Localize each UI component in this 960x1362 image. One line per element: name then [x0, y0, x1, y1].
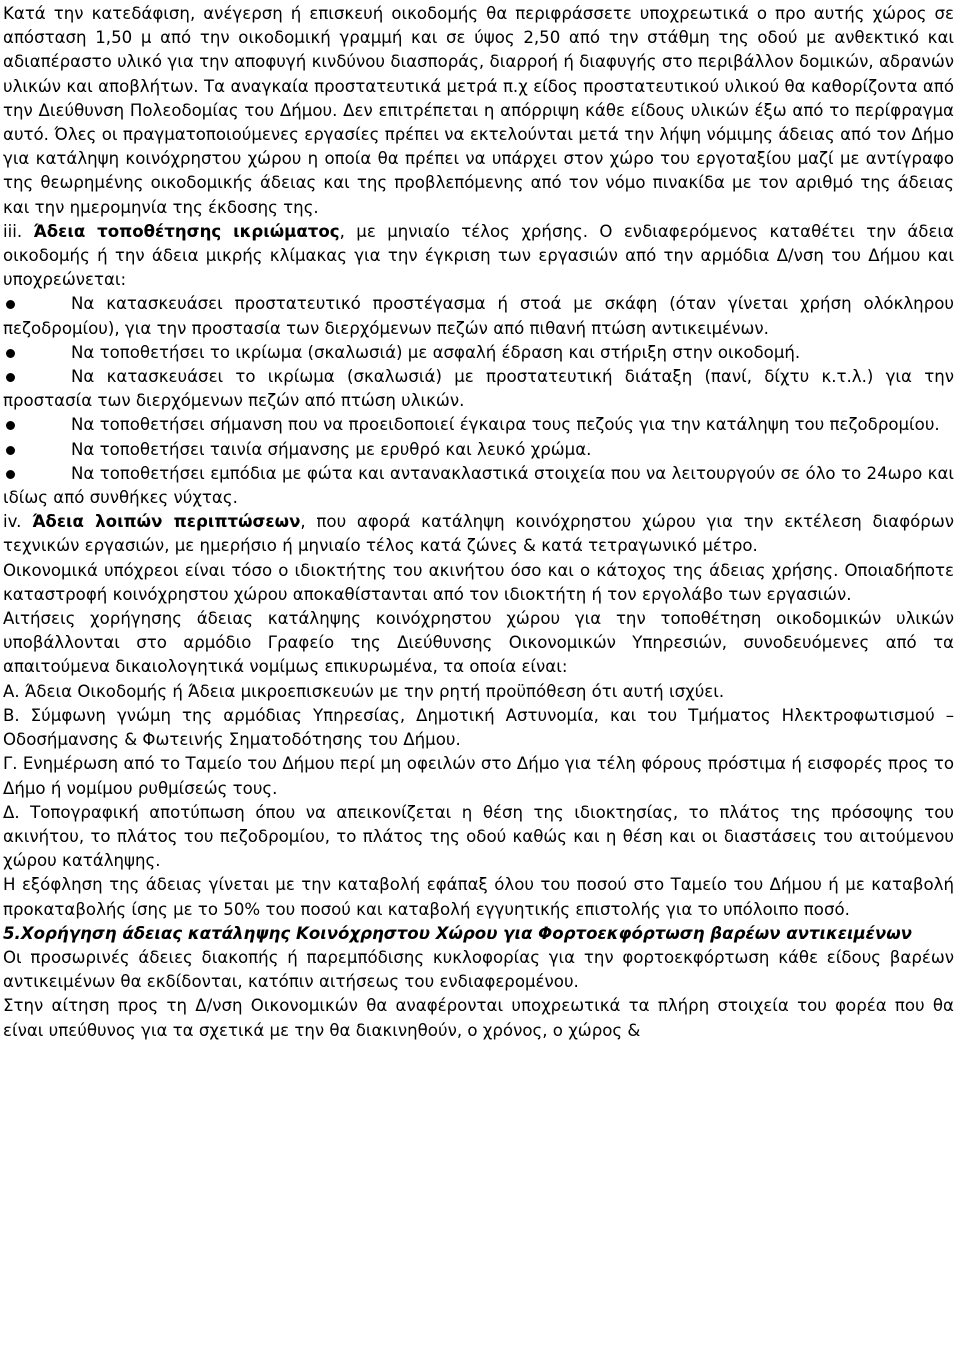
requirement-a: Α. Άδεια Οικοδομής ή Άδεια μικροεπισκευών με την ρητή προϋπόθεση ότι αυτή ισχύει.	[3, 681, 725, 701]
list-item: Να τοποθετήσει το ικρίωμα (σκαλωσιά) με ασφαλή έδραση και στήριξη στην οικοδομή.	[3, 341, 954, 365]
other-permits-text: , που αφορά κατάληψη κοινόχρηστου χώρου για την εκτέλεση διαφόρων τεχνικών εργασιών, με ημερήσιο ή μηνιαίο τέλος κατά ζώνες & κατά τετραγωνικό μέτρο.	[3, 512, 954, 556]
list-item: Να κατασκευάσει προστατευτικό προστέγασμα ή στοά με σκάφη (όταν γίνεται χρήση ολόκληρου πεζοδρομίου), για την προστασία των διερχόμενων πεζών από πιθανή πτώση αντικειμένων.	[3, 294, 954, 338]
bullet-icon	[6, 421, 15, 430]
paragraph-temporary-permits: Οι προσωρινές άδειες διακοπής ή παρεμπόδισης κυκλοφορίας για την φορτοεκφόρτωση κάθε είδους βαρέων αντικειμένων θα εκδίδονται, κατόπιν αιτήσεως του ενδιαφερομένου.	[3, 947, 954, 992]
scaffold-permit-heading: Άδεια τοποθέτησης ικριώματος	[33, 221, 340, 241]
requirement-d: Δ. Τοπογραφική αποτύπωση όπου να απεικονίζεται η θέση της ιδιοκτησίας, το πλάτος της πρόσοψης του ακινήτου, το πλάτος του πεζοδρομίου, το πλάτος της οδού καθώς και η θέση και οι διαστάσεις του αιτούμενου χώρου κατάληψης.	[3, 802, 954, 871]
bullet-icon	[6, 446, 15, 455]
paragraph-applications: Αιτήσεις χορήγησης άδειας κατάληψης κοινόχρηστου χώρου για την τοποθέτηση οικοδομικών υλικών υποβάλλονται στο αρμόδιο Γραφείο της Διεύθυνσης Οικονομικών Υπηρεσιών, συνοδευόμενες από τα απαιτούμενα δικαιολογητικά νομίμως επικυρωμένα, τα οποία είναι:	[3, 609, 954, 677]
item-number: iii.	[3, 221, 34, 241]
section-5-heading: 5.Χορήγηση άδειας κατάληψης Κοινόχρηστου Χώρου για Φορτοεκφόρτωση βαρέων αντικειμένων	[3, 923, 912, 943]
list-item: Να κατασκευάσει το ικρίωμα (σκαλωσιά) με προστατευτική διάταξη (πανί, δίχτυ κ.τ.λ.) για την προστασία των διερχόμενων πεζών από πτώση υλικών.	[3, 367, 954, 411]
paragraph-liable-parties: Οικονομικά υπόχρεοι είναι τόσο ο ιδιοκτήτης του ακινήτου όσο και ο κάτοχος της άδειας χρήσης. Οποιαδήποτε καταστροφή κοινόχρηστου χώρου αποκαθίστανται από τον ιδιοκτήτη ή τον εργολάβο των εργασιών.	[3, 560, 954, 604]
requirement-b: Β. Σύμφωνη γνώμη της αρμόδιας Υπηρεσίας, Δημοτική Αστυνομία, και του Τμήματος Ηλεκτροφωτισμού – Οδοσήμανσης & Φωτεινής Σηματοδότησης του Δήμου.	[3, 705, 954, 750]
other-permits-heading: Άδεια λοιπών περιπτώσεων	[32, 512, 301, 532]
paragraph-scaffold-permit	[3, 220, 954, 293]
paragraph-fencing: Κατά την κατεδάφιση, ανέγερση ή επισκευή οικοδομής θα περιφράσσετε υποχρεωτικά ο προ αυτής χώρος σε απόσταση 1,50 μ από την οικοδομική γραμμή και σε ύψος 2,50 από την στάθμη της οδού με ανθεκτικό και αδιαπέραστο υλικό για την αποφυγή κινδύνου διασποράς, διαρροή ή διαφυγής στο περιβάλλον δομικών, αδρανών υλικών και αποβλήτων. Τα αναγκαία προστατευτικά μετρά π.χ είδος προστατευτικού υλικού θα καθορίζοντα από την Διεύθυνση Πολεοδομίας του Δήμου. Δεν επιτρέπεται η απόρριψη κάθε είδους υλικών έξω από το περίφραγμα αυτό. Όλες οι πραγματοποιούμενες εργασίες πρέπει να εκτελούνται μετά την λήψη νόμιμης άδειας από τον Δήμο για κατάληψη κοινόχρηστου χώρου η οποία θα πρέπει να υπάρχει στον χώρο του εργοταξίου μαζί με αντίγραφο της θεωρημένης οικοδομικής άδειας και της προβλεπόμενης από τον νόμο πινακίδα με τον αριθμό της άδειας και την ημερομηνία της έκδοσης της.	[3, 4, 954, 217]
bullet-icon	[6, 349, 15, 358]
list-item: Να τοποθετήσει ταινία σήμανσης με ερυθρό και λευκό χρώμα.	[3, 438, 954, 462]
scaffold-permit-text: , με μηνιαίο τέλος χρήσης. Ο ενδιαφερόμενος καταθέτει την άδεια οικοδομής ή την άδεια μικρής κλίμακας για την έγκριση των εργασιών από την αρμόδια Δ/νση του Δήμου και υποχρεώνεται:	[3, 221, 954, 290]
paragraph-payment: Η εξόφληση της άδειας γίνεται με την καταβολή εφάπαξ όλου του ποσού στο Ταμείο του Δήμου ή με καταβολή προκαταβολής ίσης με το 50% του ποσού και καταβολή εγγυητικής επιστολής για το υπόλοιπο ποσό.	[3, 875, 954, 919]
requirement-g: Γ. Ενημέρωση από το Ταμείο του Δήμου περί μη οφειλών στο Δήμο για τέλη φόρους πρόστιμα ή εισφορές προς το Δήμο ή νομίμου ρυθμίσεώς τους.	[3, 754, 954, 798]
bullet-icon	[6, 300, 15, 309]
bullet-icon	[6, 470, 15, 479]
item-number: iv.	[3, 512, 33, 532]
list-item: Να τοποθετήσει εμπόδια με φώτα και αντανακλαστικά στοιχεία που να λειτουργούν σε όλο το 24ωρο και ιδίως από συνθήκες νύχτας.	[3, 463, 954, 508]
list-item: Να τοποθετήσει σήμανση που να προειδοποιεί έγκαιρα τους πεζούς για την κατάληψη του πεζοδρομίου.	[3, 413, 954, 437]
paragraph-application-details: Στην αίτηση προς τη Δ/νση Οικονομικών θα αναφέρονται υποχρεωτικά τα πλήρη στοιχεία του φορέα που θα είναι υπεύθυνος για τα σχετικά με την θα διακινηθούν, ο χρόνος, ο χώρος &	[3, 996, 954, 1040]
paragraph-other-permits	[3, 510, 954, 558]
bullet-icon	[6, 373, 15, 382]
